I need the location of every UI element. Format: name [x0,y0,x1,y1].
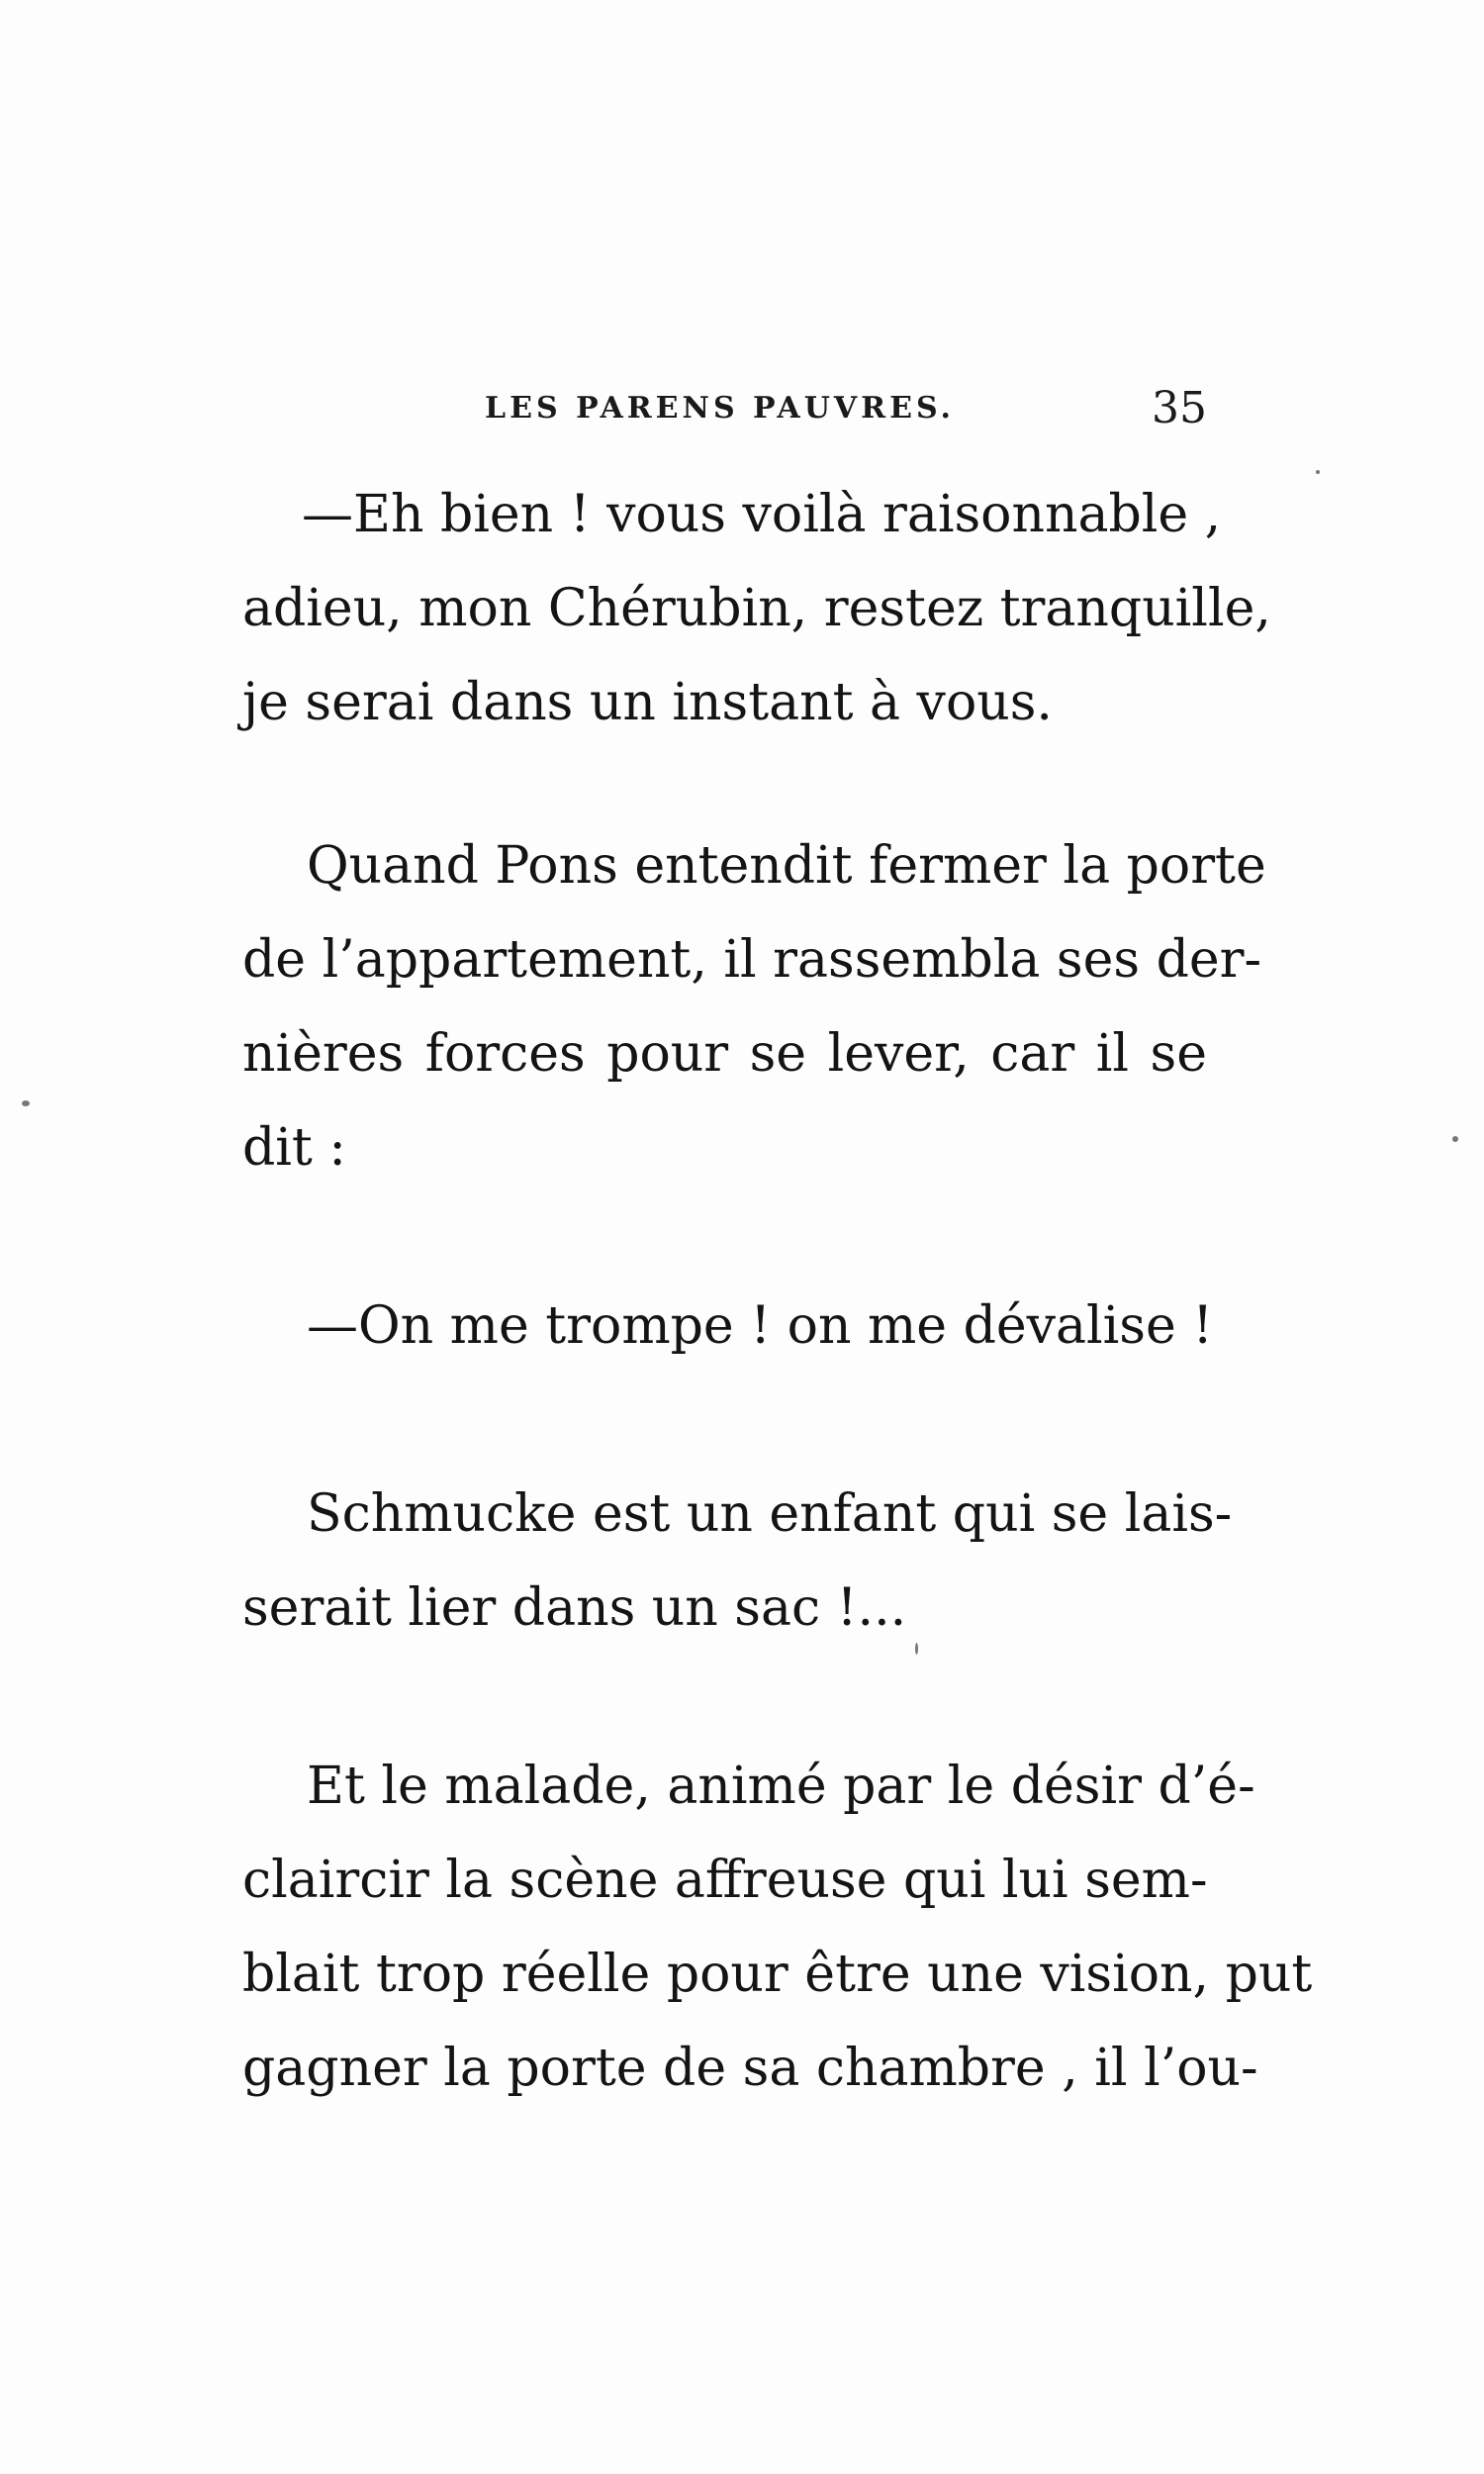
text-line: nières forces pour se lever, car il se [242,1024,1207,1084]
paper-speck [1452,1136,1458,1142]
text-line: Schmucke est un enfant qui se lais- [307,1484,1233,1544]
text-line: blait trop réelle pour être une vision, put [242,1945,1313,2004]
text-line: gagner la porte de sa chambre , il l’ou- [242,2039,1258,2098]
page-number: 35 [1152,383,1207,433]
paper-speck [915,1643,918,1655]
paper-speck [22,1100,30,1106]
text-line: —Eh bien ! vous voilà raisonnable , [302,485,1222,544]
paper-speck [1316,470,1320,474]
text-line: dit : [242,1118,346,1178]
text-line: adieu, mon Chérubin, restez tranquille, [242,579,1271,638]
page-header [485,383,1207,440]
text-line: Quand Pons entendit fermer la porte [307,836,1266,896]
text-line: —On me trompe ! on me dévalise ! [307,1296,1214,1356]
running-title: LES PARENS PAUVRES. [485,391,955,426]
text-line: serait lier dans un sac !... [242,1578,907,1638]
text-line: de l’appartement, il rassembla ses der- [242,930,1262,990]
text-line: claircir la scène affreuse qui lui sem- [242,1851,1208,1910]
text-line: Et le malade, animé par le désir d’é- [307,1757,1255,1816]
text-line: je serai dans un instant à vous. [242,673,1053,732]
